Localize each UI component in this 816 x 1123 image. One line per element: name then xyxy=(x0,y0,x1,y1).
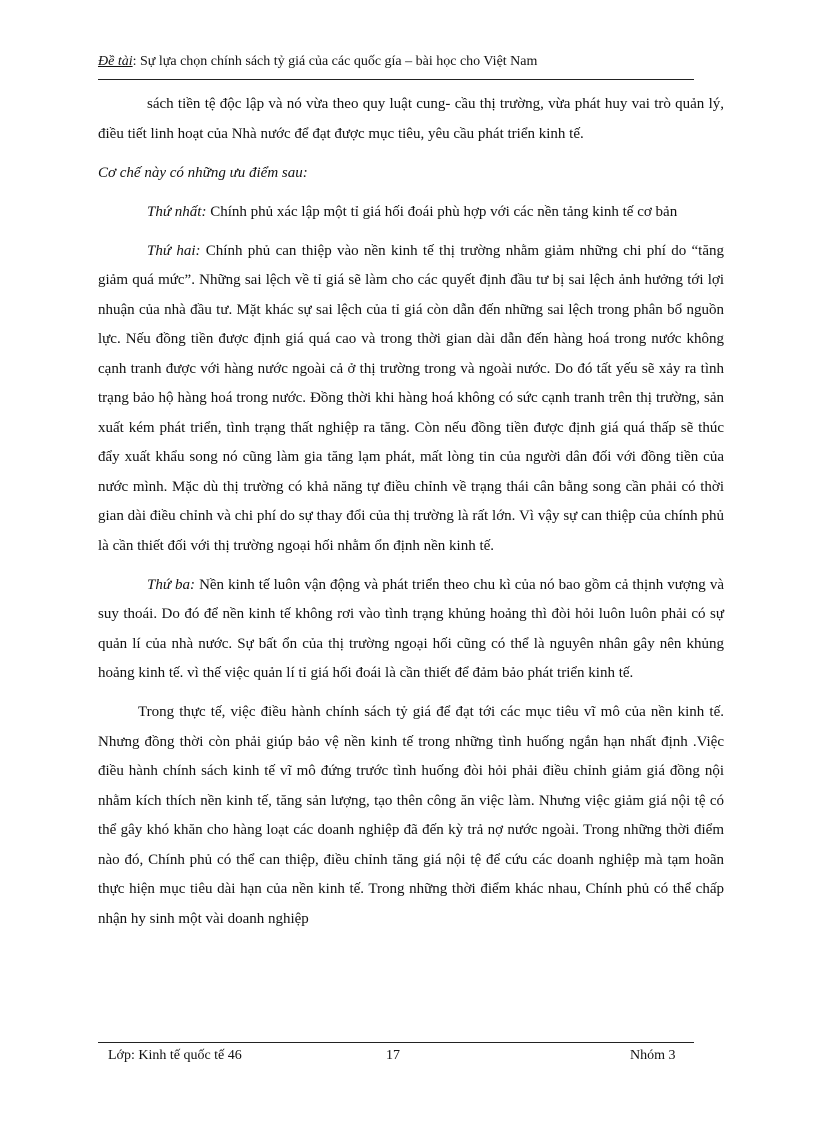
advantages-heading: Cơ chế này có những ưu điểm sau: xyxy=(98,164,308,181)
final-paragraph: Trong thực tế, việc điều hành chính sách tỷ giá để đạt tới các mục tiêu vĩ mô của nền kinh tế. Nhưng đồng thời còn phải giúp bảo vệ nền kinh tế trong những tình huống ngắn hạn nhất định .Việc điều hành chính sách kinh tế vĩ mô đứng trước tình huống đòi hỏi phải điều chỉnh giảm giá đồng nội nhằm kích thích nền kinh tế, tăng sản lượng, tạo thên công ăn việc làm. Nhưng việc giảm giá nội tệ có thể gây khó khăn cho hàng loạt các doanh nghiệp đã đến kỳ trả nợ nước ngoài. Trong những thời điểm nào đó, Chính phủ có thể can thiệp, điều chỉnh tăng giá nội tệ để cứu các doanh nghiệp mà tạm hoãn thực hiện mục tiêu dài hạn của nền kinh tế. Trong những thời điểm khác nhau, Chính phủ có thể chấp nhận hy sinh một vài doanh nghiệp xyxy=(98,704,724,927)
advantage-third-text: Nền kinh tế luôn vận động và phát triển theo chu kì của nó bao gồm cả thịnh vượng và suy thoái. Do đó để nền kinh tế không rơi vào tình trạng khủng hoảng thì đòi hỏi luôn luôn phải có sự quản lí của nhà nước. Sự bất ổn của thị trường ngoại hối cũng có thể là nguyên nhân gây nên khủng hoảng kinh tế. vì thế việc quản lí tỉ giá hối đoái là cần thiết để đảm bảo phát triển kinh tế. xyxy=(98,576,724,681)
page-number: 17 xyxy=(386,1048,400,1063)
topic-label: Đề tài xyxy=(98,54,133,69)
page-header xyxy=(98,52,694,72)
footer-group-label: Nhóm 3 xyxy=(630,1048,676,1063)
advantage-second-paragraph xyxy=(98,237,724,562)
advantage-second-lead: Thứ hai: xyxy=(147,242,201,259)
advantage-first-text: Chính phủ xác lập một tỉ giá hối đoái phù hợp với các nền tảng kinh tế cơ bản xyxy=(206,203,678,220)
intro-continuation-paragraph: sách tiền tệ độc lập và nó vừa theo quy luật cung- cầu thị trường, vừa phát huy vai trò quản lý, điều tiết linh hoạt của Nhà nước để đạt được mục tiêu, yêu cầu phát triển kinh tế. xyxy=(98,96,724,142)
advantage-third-paragraph xyxy=(98,571,724,689)
footer-divider xyxy=(98,1042,694,1043)
advantage-first-paragraph xyxy=(98,198,724,228)
topic-title: : Sự lựa chọn chính sách tỷ giá của các quốc gía – bài học cho Việt Nam xyxy=(132,54,538,69)
advantage-second-text: Chính phủ can thiệp vào nền kinh tế thị trường nhằm giảm những chi phí do “tăng giảm quá mức”. Những sai lệch về tỉ giá sẽ làm cho các quyết định đầu tư bị sai lệch ảnh hưởng tới lợi nhuận của nhà đầu tư. Mặt khác sự sai lệch của tỉ giá còn dẫn đến những sai lệch trong phân bổ nguồn lực. Nếu đồng tiền được định giá quá cao và trong thời gian dài dẫn đến hàng hoá trong nước không cạnh tranh được với hàng nước ngoài cả ở thị trường trong và ngoài nước. Do đó tất yếu sẽ xảy ra tình trạng bảo hộ hàng hoá trong nước. Đồng thời khi hàng hoá không có sức cạnh tranh trên thị trường, sản xuất kém phát triển, tình trạng thất nghiệp ra tăng. Còn nếu đồng tiền được định giá quá thấp sẽ thúc đẩy xuất khẩu song nó cũng làm gia tăng lạm phát, mất lòng tin của người dân đối với đồng tiền của nước mình. Mặc dù thị trường có khả năng tự điều chỉnh về trạng thái cân bằng song cần phải có thời gian dài điều chỉnh và chi phí do sự thay đổi của thị trường là rất lớn. Vì vậy sự can thiệp của chính phủ là cần thiết đối với thị trường ngoại hối nhằm ổn định nền kinh tế. xyxy=(98,242,724,554)
footer-class-label: Lớp: Kinh tế quốc tế 46 xyxy=(108,1048,242,1063)
advantage-first-lead: Thứ nhất: xyxy=(147,203,207,220)
document-body xyxy=(98,90,724,944)
advantage-third-lead: Thứ ba: xyxy=(147,576,196,593)
header-divider xyxy=(98,79,694,80)
